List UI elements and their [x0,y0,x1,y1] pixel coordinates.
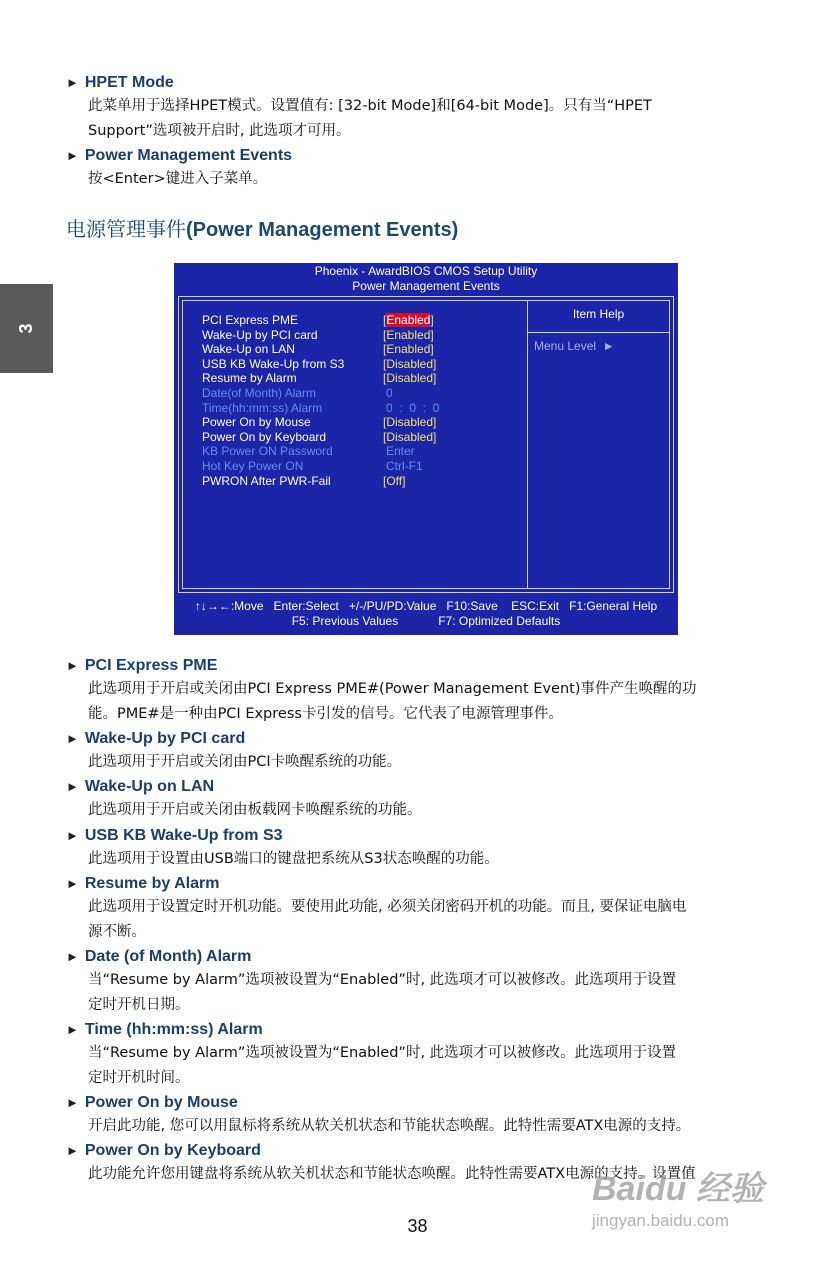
bios-screen [174,263,678,635]
triangle-bullet-icon: ► [66,779,79,794]
triangle-bullet-icon: ► [66,75,79,90]
menu-level-arrow-icon: ► [602,339,615,353]
bios-item-power-on-keyboard[interactable]: Power On by Keyboard [Disabled] [202,429,437,444]
bios-item-usb-kb-wakeup[interactable]: USB KB Wake-Up from S3 [Disabled] [202,356,437,371]
section-power-management-events [66,145,791,192]
section-wakeup-pci-card: ► Wake-Up by PCI card 此选项用于开启或关闭由PCI卡唤醒系统的功能。 [66,730,402,770]
page-number: 38 [407,1216,428,1236]
bios-help-divider [527,332,669,333]
bios-item-pci-express-pme[interactable]: PCI Express PME [Enabled] [202,313,434,327]
menu-level: Menu Level ► [534,339,615,353]
triangle-bullet-icon: ► [66,1022,79,1037]
bios-item-value[interactable]: [Disabled] [383,415,437,430]
triangle-bullet-icon: ► [66,1143,79,1158]
bios-footer [174,599,678,629]
bios-item-value: 0 [386,385,393,400]
bios-settings-list [202,313,502,488]
bios-item-value[interactable]: [Disabled] [383,429,437,444]
selected-value-highlight: Enabled [386,313,431,327]
bios-item-value[interactable]: [Enabled] [383,327,434,342]
triangle-bullet-icon: ► [66,828,79,843]
bios-item-pwron-after-pwr-fail[interactable]: PWRON After PWR-Fail [Off] [202,473,406,488]
item-help-title: Item Help [572,307,625,321]
section-resume-by-alarm: ► Resume by Alarm 此选项用于设置定时开机功能。要使用此功能, 必须关闭密码开机的功能。而且, 要保证电脑电 源不断。 [66,875,687,940]
section-date-alarm: ► Date (of Month) Alarm 当“Resume by Alarm”选项被设置为“Enabled”时, 此选项才可以被修改。此选项用于设置 定时开机日期。 [66,948,677,1013]
section-usb-kb-wakeup: ► USB KB Wake-Up from S3 此选项用于设置由USB端口的键盘把系统从S3状态唤醒的功能。 [66,827,499,867]
section-title: ► Power Management Events [66,147,293,164]
triangle-bullet-icon: ► [66,658,79,673]
bios-item-value[interactable]: [Off] [383,473,406,488]
chapter-tab [0,284,53,373]
bios-item-date-alarm: Date(of Month) Alarm 0 [202,385,393,400]
section-heading: 电源管理事件(Power Management Events) [66,217,459,241]
bios-item-value[interactable]: [Disabled] [383,371,437,386]
triangle-bullet-icon: ► [66,148,79,163]
chapter-number: 3 [16,323,36,334]
section-power-on-keyboard: ► Power On by Keyboard 此功能允许您用键盘将系统从软关机状态和节能状态唤醒。此特性需要ATX电源的支持。设置值 [66,1142,696,1182]
bios-item-value[interactable]: [Enabled] [383,342,434,357]
bios-item-value[interactable]: [Disabled] [383,356,437,371]
triangle-bullet-icon: ► [66,1095,79,1110]
section-power-on-mouse: ► Power On by Mouse 开启此功能, 您可以用鼠标将系统从软关机状态和节能状态唤醒。此特性需要ATX电源的支持。 [66,1094,691,1134]
section-wakeup-on-lan: ► Wake-Up on LAN 此选项用于开启或关闭由板载网卡唤醒系统的功能。 [66,778,422,818]
bios-footer-keys: ↑↓→←:Move Enter:Select +/-/PU/PD:Value F10:Save ESC:Exit F1:General Help [194,599,658,613]
triangle-bullet-icon: ► [66,731,79,746]
triangle-bullet-icon: ► [66,949,79,964]
bios-item-kb-power-password: KB Power ON Password Enter [202,444,415,459]
bios-item-power-on-mouse[interactable]: Power On by Mouse [Disabled] [202,415,437,430]
triangle-bullet-icon: ► [66,876,79,891]
bios-vertical-divider [527,301,528,588]
bios-item-wakeup-on-lan[interactable]: Wake-Up on LAN [Enabled] [202,342,434,357]
section-time-alarm: ► Time (hh:mm:ss) Alarm 当“Resume by Alarm”选项被设置为“Enabled”时, 此选项才可以被修改。此选项用于设置 定时开机时间。 [66,1021,677,1086]
bios-footer-defaults: F5: Previous Values F7: Optimized Defaults [291,614,561,628]
bios-item-wakeup-pci-card[interactable]: Wake-Up by PCI card [Enabled] [202,327,434,342]
bios-item-hot-key-power-on: Hot Key Power ON Ctrl-F1 [202,458,423,473]
bios-item-value: 0 : 0 : 0 [386,400,440,415]
section-body: 此菜单用于选择HPET模式。设置值有: [32-bit Mode]和[64-bit Mode]。只有当“HPET Support”选项被开启时, 此选项才可用。 [88,98,652,139]
bios-item-resume-by-alarm[interactable]: Resume by Alarm [Disabled] [202,371,437,386]
bios-item-value[interactable]: [Enabled] [383,313,434,327]
section-pci-express-pme: ► PCI Express PME 此选项用于开启或关闭由PCI Express PME#(Power Management Event)事件产生唤醒的功 能。PME#是一种由PCI Express卡引发的信号。它代表了电源管理事件。 [66,657,697,722]
section-hpet-mode [66,72,791,143]
baidu-watermark: Baidu 经验 jingyan.baidu.com [592,1170,764,1230]
section-body: 按<Enter>键进入子菜单。 [88,171,268,187]
bios-title: Phoenix - AwardBIOS CMOS Setup Utility Power Management Events [314,264,538,293]
bios-item-value: Enter [386,444,415,459]
bios-item-value: Ctrl-F1 [386,458,423,473]
bios-item-time-alarm: Time(hh:mm:ss) Alarm 0 : 0 : 0 [202,400,440,415]
section-title: ► HPET Mode [66,74,174,91]
